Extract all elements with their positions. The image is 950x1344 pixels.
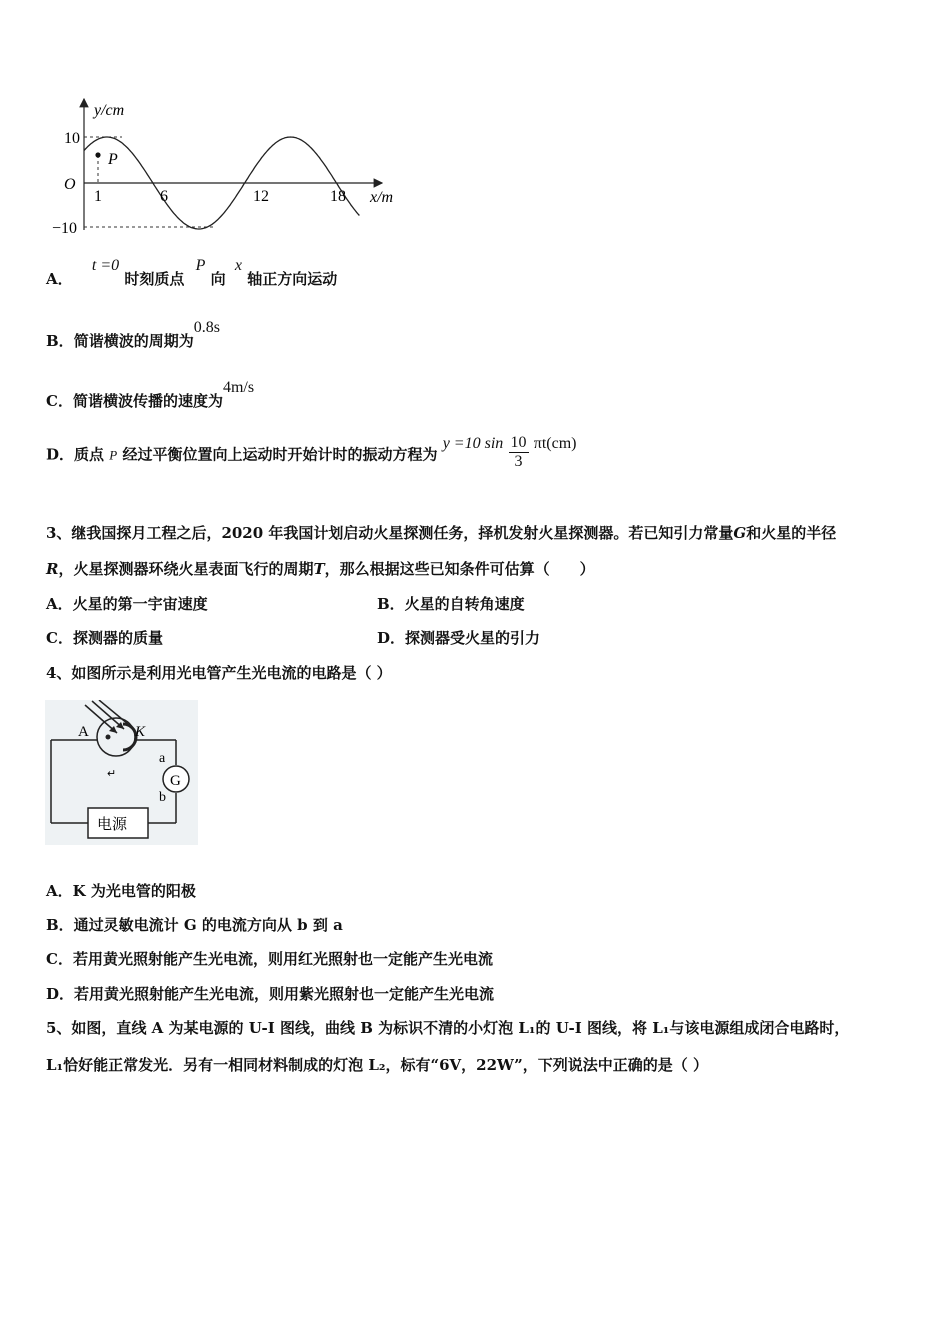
q5-stem-line1: 5、如图，直线 A 为某电源的 U-I 图线，曲线 B 为标识不清的小灯泡 L₁的 U-I 图线，将 L₁与该电源组成闭合电路时， xyxy=(46,1019,850,1037)
x-tick-18: 18 xyxy=(330,188,346,205)
point-p-marker xyxy=(95,152,100,157)
galvanometer-label: G xyxy=(170,773,181,789)
terminal-a-label: a xyxy=(159,751,166,766)
terminal-b-label: b xyxy=(159,790,166,805)
equation-fraction: $\frac{10}{3}$ xyxy=(510,434,527,470)
x-axis-label: x/m xyxy=(370,189,394,206)
power-source-label: 电源 xyxy=(97,815,128,833)
q3-option-b: B．火星的自转角速度 xyxy=(377,595,525,613)
q4-option-c: C．若用黄光照射能产生光电流，则用红光照射也一定能产生光电流 xyxy=(46,950,493,968)
q2-option-d: D．质点 P 经过平衡位置向上运动时开始计时的振动方程为 y =10 sin $\frac{10}{3}$ πt(cm) xyxy=(46,434,577,470)
q4-option-d: D．若用黄光照射能产生光电流，则用紫光照射也一定能产生光电流 xyxy=(46,985,495,1003)
return-mark: ↵ xyxy=(107,768,117,780)
photoelectric-circuit-figure xyxy=(45,700,198,845)
q4-stem: 4、如图所示是利用光电管产生光电流的电路是（ ） xyxy=(46,664,392,682)
q4-option-b: B．通过灵敏电流计 G 的电流方向从 b 到 a xyxy=(46,916,343,934)
x-tick-12: 12 xyxy=(253,188,269,205)
electrode-k-label: K xyxy=(135,724,146,740)
wave-graph xyxy=(50,95,410,240)
q3-stem-line1: 3、继我国探月工程之后，2020 年我国计划启动火星探测任务，择机发射火星探测器。若已知引力常量G和火星的半径 xyxy=(46,524,837,542)
q4-option-a: A．K 为光电管的阳极 xyxy=(46,882,196,900)
q3-option-a: A．火星的第一宇宙速度 xyxy=(46,595,208,613)
q3-stem-line2: R，火星探测器环绕火星表面飞行的周期T，那么根据这些已知条件可估算（ ） xyxy=(46,560,595,578)
y-tick-10: 10 xyxy=(64,130,80,147)
q2-option-b: B．简谐横波的周期为0.8s xyxy=(46,319,220,350)
q3-option-c: C．探测器的质量 xyxy=(46,629,163,647)
origin-label: O xyxy=(64,176,76,193)
q2-option-a: A． t =0 时刻质点 P 向 x 轴正方向运动 xyxy=(46,257,338,288)
point-p-label: P xyxy=(108,151,118,168)
x-tick-1: 1 xyxy=(94,188,102,205)
y-axis-label: y/cm xyxy=(94,102,125,119)
q5-stem-line2: L₁恰好能正常发光．另有一相同材料制成的灯泡 L₂，标有“6V，22W”，下列说法中正确的是（ ） xyxy=(46,1056,709,1074)
phototube xyxy=(97,718,135,756)
q2-option-c: C．简谐横波传播的速度为4m/s xyxy=(46,379,255,410)
q3-option-d: D．探测器受火星的引力 xyxy=(377,629,541,647)
electrode-a-label: A xyxy=(78,724,89,740)
x-tick-6: 6 xyxy=(160,188,168,205)
y-tick-neg10: −10 xyxy=(52,220,78,237)
